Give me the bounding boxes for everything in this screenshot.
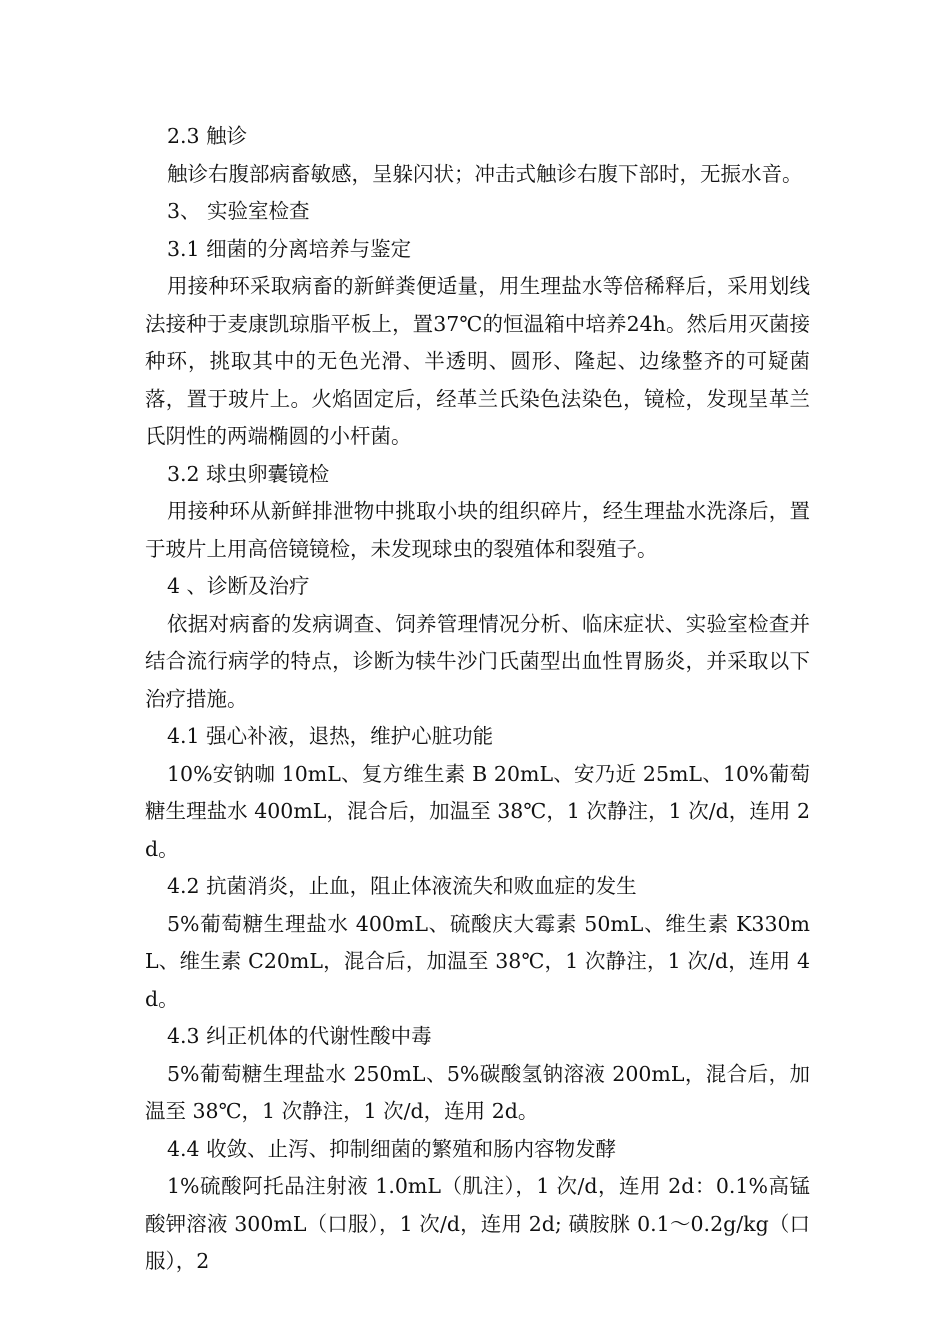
heading-4-2: 4.2 抗菌消炎，止血，阻止体液流失和败血症的发生 bbox=[167, 874, 637, 898]
para-treatment-1: 10%安钠咖 10mL、复方维生素 B 20mL、安乃近 25mL、10%葡萄糖生理盐水 400mL，混合后，加温至 38℃，1 次静注，1 次/d，连用 2d。 bbox=[145, 761, 810, 861]
heading-4-4: 4.4 收敛、止泻、抑制细菌的繁殖和肠内容物发酵 bbox=[167, 1136, 617, 1161]
heading-3-1: 3.1 细菌的分离培养与鉴定 bbox=[167, 236, 412, 261]
heading-3-2: 3.2 球虫卵囊镜检 bbox=[167, 461, 330, 486]
heading-4-3: 4.3 纠正机体的代谢性酸中毒 bbox=[167, 1024, 432, 1048]
para-palpation: 触诊右腹部病畜敏感，呈躲闪状；冲击式触诊右腹下部时，无振水音。 bbox=[167, 161, 803, 186]
para-diagnosis: 依据对病畜的发病调查、饲养管理情况分析、临床症状、实验室检查并结合流行病学的特点，诊断为犊牛沙门氏菌型出血性胃肠炎，并采取以下治疗措施。 bbox=[145, 611, 810, 711]
heading-3: 3、 实验室检查 bbox=[167, 199, 310, 223]
document-body bbox=[145, 118, 810, 1281]
para-treatment-2: 5%葡萄糖生理盐水 400mL、硫酸庆大霉素 50mL、维生素 K330mL、维生素 C20mL，混合后，加温至 38℃，1 次静注，1 次/d，连用 4d。 bbox=[145, 911, 810, 1011]
heading-2-3: 2.3 触诊 bbox=[167, 124, 248, 148]
para-bacteria: 用接种环采取病畜的新鲜粪便适量，用生理盐水等倍稀释后，采用划线法接种于麦康凯琼脂平板上，置37℃的恒温箱中培养24h。然后用灭菌接种环，挑取其中的无色光滑、半透明、圆形、隆起、边缘整齐的可疑菌落，置于玻片上。火焰固定后，经革兰氏染色法染色，镜检，发现呈革兰氏阴性的两端椭圆的小杆菌。 bbox=[145, 274, 810, 448]
heading-4-1: 4.1 强心补液，退热，维护心脏功能 bbox=[167, 724, 494, 748]
heading-4: 4 、诊断及治疗 bbox=[167, 574, 310, 598]
para-treatment-4: 1%硫酸阿托品注射液 1.0mL（肌注），1 次/d，连用 2d：0.1%高锰酸钾溶液 300mL（口服），1 次/d，连用 2d; 磺胺脒 0.1～0.2g/kg（口服），2 bbox=[145, 1174, 810, 1273]
para-treatment-3: 5%葡萄糖生理盐水 250mL、5%碳酸氢钠溶液 200mL，混合后，加温至 38℃，1 次静注，1 次/d，连用 2d。 bbox=[145, 1061, 810, 1123]
para-coccidia: 用接种环从新鲜排泄物中挑取小块的组织碎片，经生理盐水洗涤后，置于玻片上用高倍镜镜检，未发现球虫的裂殖体和裂殖子。 bbox=[145, 499, 810, 561]
